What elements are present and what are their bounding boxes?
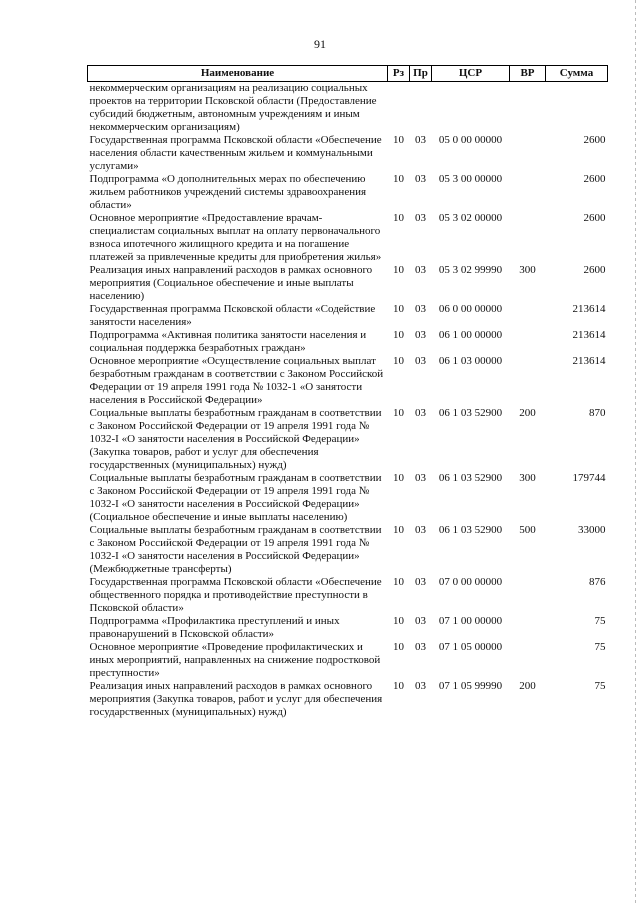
cell-pr: 03 bbox=[415, 472, 426, 484]
cell-csr: 05 3 02 00000 bbox=[438, 212, 503, 224]
cell-rz: 10 bbox=[393, 615, 404, 627]
cell-vr: 200 bbox=[519, 407, 536, 419]
cell-csr: 07 1 05 99990 bbox=[438, 680, 503, 692]
table-row bbox=[88, 641, 608, 680]
cell-sum: 213614 bbox=[572, 329, 606, 341]
cell-rz bbox=[388, 82, 410, 135]
cell-vr: 200 bbox=[519, 680, 536, 692]
cell-sum: 2600 bbox=[583, 134, 606, 146]
cell-pr: 03 bbox=[415, 329, 426, 341]
cell-sum: 213614 bbox=[572, 303, 606, 315]
table-row bbox=[88, 355, 608, 407]
cell-name: Подпрограмма «О дополнительных мерах по обеспечению жильем работников учреждений системы здравоохранения области» bbox=[89, 173, 367, 211]
table-row bbox=[88, 329, 608, 355]
table-row bbox=[88, 173, 608, 212]
scan-edge-line bbox=[635, 0, 636, 905]
cell-pr: 03 bbox=[415, 576, 426, 588]
cell-rz: 10 bbox=[393, 329, 404, 341]
cell-name: Государственная программа Псковской области «Обеспечение общественного порядка и противодействие преступности в Псковской области» bbox=[89, 576, 382, 614]
header-name: Наименование bbox=[88, 66, 388, 82]
cell-pr: 03 bbox=[415, 615, 426, 627]
cell-name: Подпрограмма «Профилактика преступлений и иных правонарушений в Псковской области» bbox=[89, 615, 340, 640]
cell-sum: 33000 bbox=[578, 524, 606, 536]
cell-name: Подпрограмма «Активная политика занятости населения и социальная поддержка безработных граждан» bbox=[89, 329, 367, 354]
cell-sum: 75 bbox=[594, 680, 606, 692]
cell-name: некоммерческим организациям на реализацию социальных проектов на территории Псковской области (Предоставление субсидий бюджетным, автономным учреждениям и иным некоммерческим организациям) bbox=[89, 82, 377, 133]
cell-pr: 03 bbox=[415, 355, 426, 367]
cell-csr: 07 1 05 00000 bbox=[438, 641, 503, 653]
cell-csr: 06 1 03 00000 bbox=[438, 355, 503, 367]
cell-sum: 2600 bbox=[583, 264, 606, 276]
table-row bbox=[88, 472, 608, 524]
table-body bbox=[88, 82, 608, 720]
cell-csr: 06 0 00 00000 bbox=[438, 303, 503, 315]
cell-csr: 06 1 03 52900 bbox=[438, 472, 503, 484]
table-header-row bbox=[88, 66, 608, 82]
table-row bbox=[88, 524, 608, 576]
cell-name: Основное мероприятие «Осуществление социальных выплат безработным гражданам в соответствии с Законом Российской Федерации от 19 апреля 1991 года № 1032-1 «О занятости населения в Российской Федерации» bbox=[89, 355, 384, 406]
cell-sum: 2600 bbox=[583, 173, 606, 185]
cell-vr: 500 bbox=[519, 524, 536, 536]
cell-rz: 10 bbox=[393, 576, 404, 588]
cell-pr: 03 bbox=[415, 407, 426, 419]
cell-rz: 10 bbox=[393, 524, 404, 536]
cell-sum: 2600 bbox=[583, 212, 606, 224]
cell-vr bbox=[510, 173, 546, 212]
cell-pr: 03 bbox=[415, 212, 426, 224]
cell-pr bbox=[410, 82, 432, 135]
cell-name: Государственная программа Псковской области «Обеспечение населения области качественным жильем и коммунальными услугами» bbox=[89, 134, 382, 172]
table-row bbox=[88, 264, 608, 303]
cell-name: Социальные выплаты безработным гражданам в соответствии с Законом Российской Федерации от 19 апреля 1991 года № 1032-I «О занятости населения в Российской Федерации» (Межбюджетные трансферты) bbox=[89, 524, 382, 575]
cell-vr bbox=[510, 82, 546, 135]
cell-csr bbox=[432, 82, 510, 135]
table-row bbox=[88, 303, 608, 329]
page-number: 91 bbox=[314, 37, 326, 51]
cell-rz: 10 bbox=[393, 264, 404, 276]
table-row bbox=[88, 680, 608, 719]
cell-rz: 10 bbox=[393, 212, 404, 224]
table-row bbox=[88, 82, 608, 135]
cell-rz: 10 bbox=[393, 407, 404, 419]
cell-pr: 03 bbox=[415, 303, 426, 315]
cell-vr bbox=[510, 615, 546, 641]
cell-sum: 213614 bbox=[572, 355, 606, 367]
table-row bbox=[88, 134, 608, 173]
cell-pr: 03 bbox=[415, 641, 426, 653]
cell-name: Социальные выплаты безработным гражданам в соответствии с Законом Российской Федерации от 19 апреля 1991 года № 1032-I «О занятости населения в Российской Федерации» (Закупка товаров, работ и услуг для обеспечения государственных (муниципальных) нужд) bbox=[89, 407, 382, 471]
cell-rz: 10 bbox=[393, 303, 404, 315]
cell-name: Реализация иных направлений расходов в рамках основного мероприятия (Социальное обеспечение и иные выплаты населению) bbox=[89, 264, 373, 302]
cell-csr: 05 0 00 00000 bbox=[438, 134, 503, 146]
cell-name: Реализация иных направлений расходов в рамках основного мероприятия (Закупка товаров, работ и услуг для обеспечения государственных (муниципальных) нужд) bbox=[89, 680, 383, 718]
budget-table bbox=[87, 65, 608, 719]
cell-pr: 03 bbox=[415, 680, 426, 692]
cell-vr bbox=[510, 134, 546, 173]
header-sum: Сумма bbox=[546, 66, 608, 82]
cell-pr: 03 bbox=[415, 173, 426, 185]
cell-vr bbox=[510, 641, 546, 680]
cell-rz: 10 bbox=[393, 173, 404, 185]
cell-rz: 10 bbox=[393, 641, 404, 653]
cell-name: Государственная программа Псковской области «Содействие занятости населения» bbox=[89, 303, 376, 328]
cell-vr bbox=[510, 329, 546, 355]
cell-csr: 06 1 00 00000 bbox=[438, 329, 503, 341]
cell-vr bbox=[510, 303, 546, 329]
cell-rz: 10 bbox=[393, 355, 404, 367]
table-row bbox=[88, 212, 608, 264]
cell-rz: 10 bbox=[393, 134, 404, 146]
cell-csr: 06 1 03 52900 bbox=[438, 407, 503, 419]
header-pr: Пр bbox=[410, 66, 432, 82]
cell-name: Основное мероприятие «Предоставление врачам-специалистам социальных выплат на оплату первоначального взноса ипотечного жилищного кредита и на погашение платежей за привлеченные кредиты для приобретения жилья» bbox=[89, 212, 382, 263]
cell-csr: 07 1 00 00000 bbox=[438, 615, 503, 627]
cell-sum: 75 bbox=[594, 641, 606, 653]
cell-vr bbox=[510, 576, 546, 615]
cell-sum: 870 bbox=[589, 407, 606, 419]
cell-sum: 75 bbox=[594, 615, 606, 627]
cell-sum: 179744 bbox=[572, 472, 606, 484]
cell-pr: 03 bbox=[415, 524, 426, 536]
cell-sum: 876 bbox=[589, 576, 606, 588]
cell-rz: 10 bbox=[393, 680, 404, 692]
cell-pr: 03 bbox=[415, 264, 426, 276]
cell-pr: 03 bbox=[415, 134, 426, 146]
cell-vr bbox=[510, 212, 546, 264]
header-csr: ЦСР bbox=[432, 66, 510, 82]
cell-csr: 06 1 03 52900 bbox=[438, 524, 503, 536]
cell-sum bbox=[546, 82, 608, 135]
table-row bbox=[88, 407, 608, 472]
cell-name: Основное мероприятие «Проведение профилактических и иных мероприятий, направленных на снижение подростковой преступности» bbox=[89, 641, 381, 679]
table-row bbox=[88, 576, 608, 615]
header-vr: ВР bbox=[510, 66, 546, 82]
cell-csr: 05 3 02 99990 bbox=[438, 264, 503, 276]
cell-rz: 10 bbox=[393, 472, 404, 484]
cell-vr: 300 bbox=[519, 472, 536, 484]
cell-csr: 05 3 00 00000 bbox=[438, 173, 503, 185]
cell-vr bbox=[510, 355, 546, 407]
table-row bbox=[88, 615, 608, 641]
cell-csr: 07 0 00 00000 bbox=[438, 576, 503, 588]
cell-name: Социальные выплаты безработным гражданам в соответствии с Законом Российской Федерации от 19 апреля 1991 года № 1032-I «О занятости населения в Российской Федерации» (Социальное обеспечение и иные выплаты населению) bbox=[89, 472, 382, 523]
cell-vr: 300 bbox=[519, 264, 536, 276]
header-rz: Рз bbox=[388, 66, 410, 82]
